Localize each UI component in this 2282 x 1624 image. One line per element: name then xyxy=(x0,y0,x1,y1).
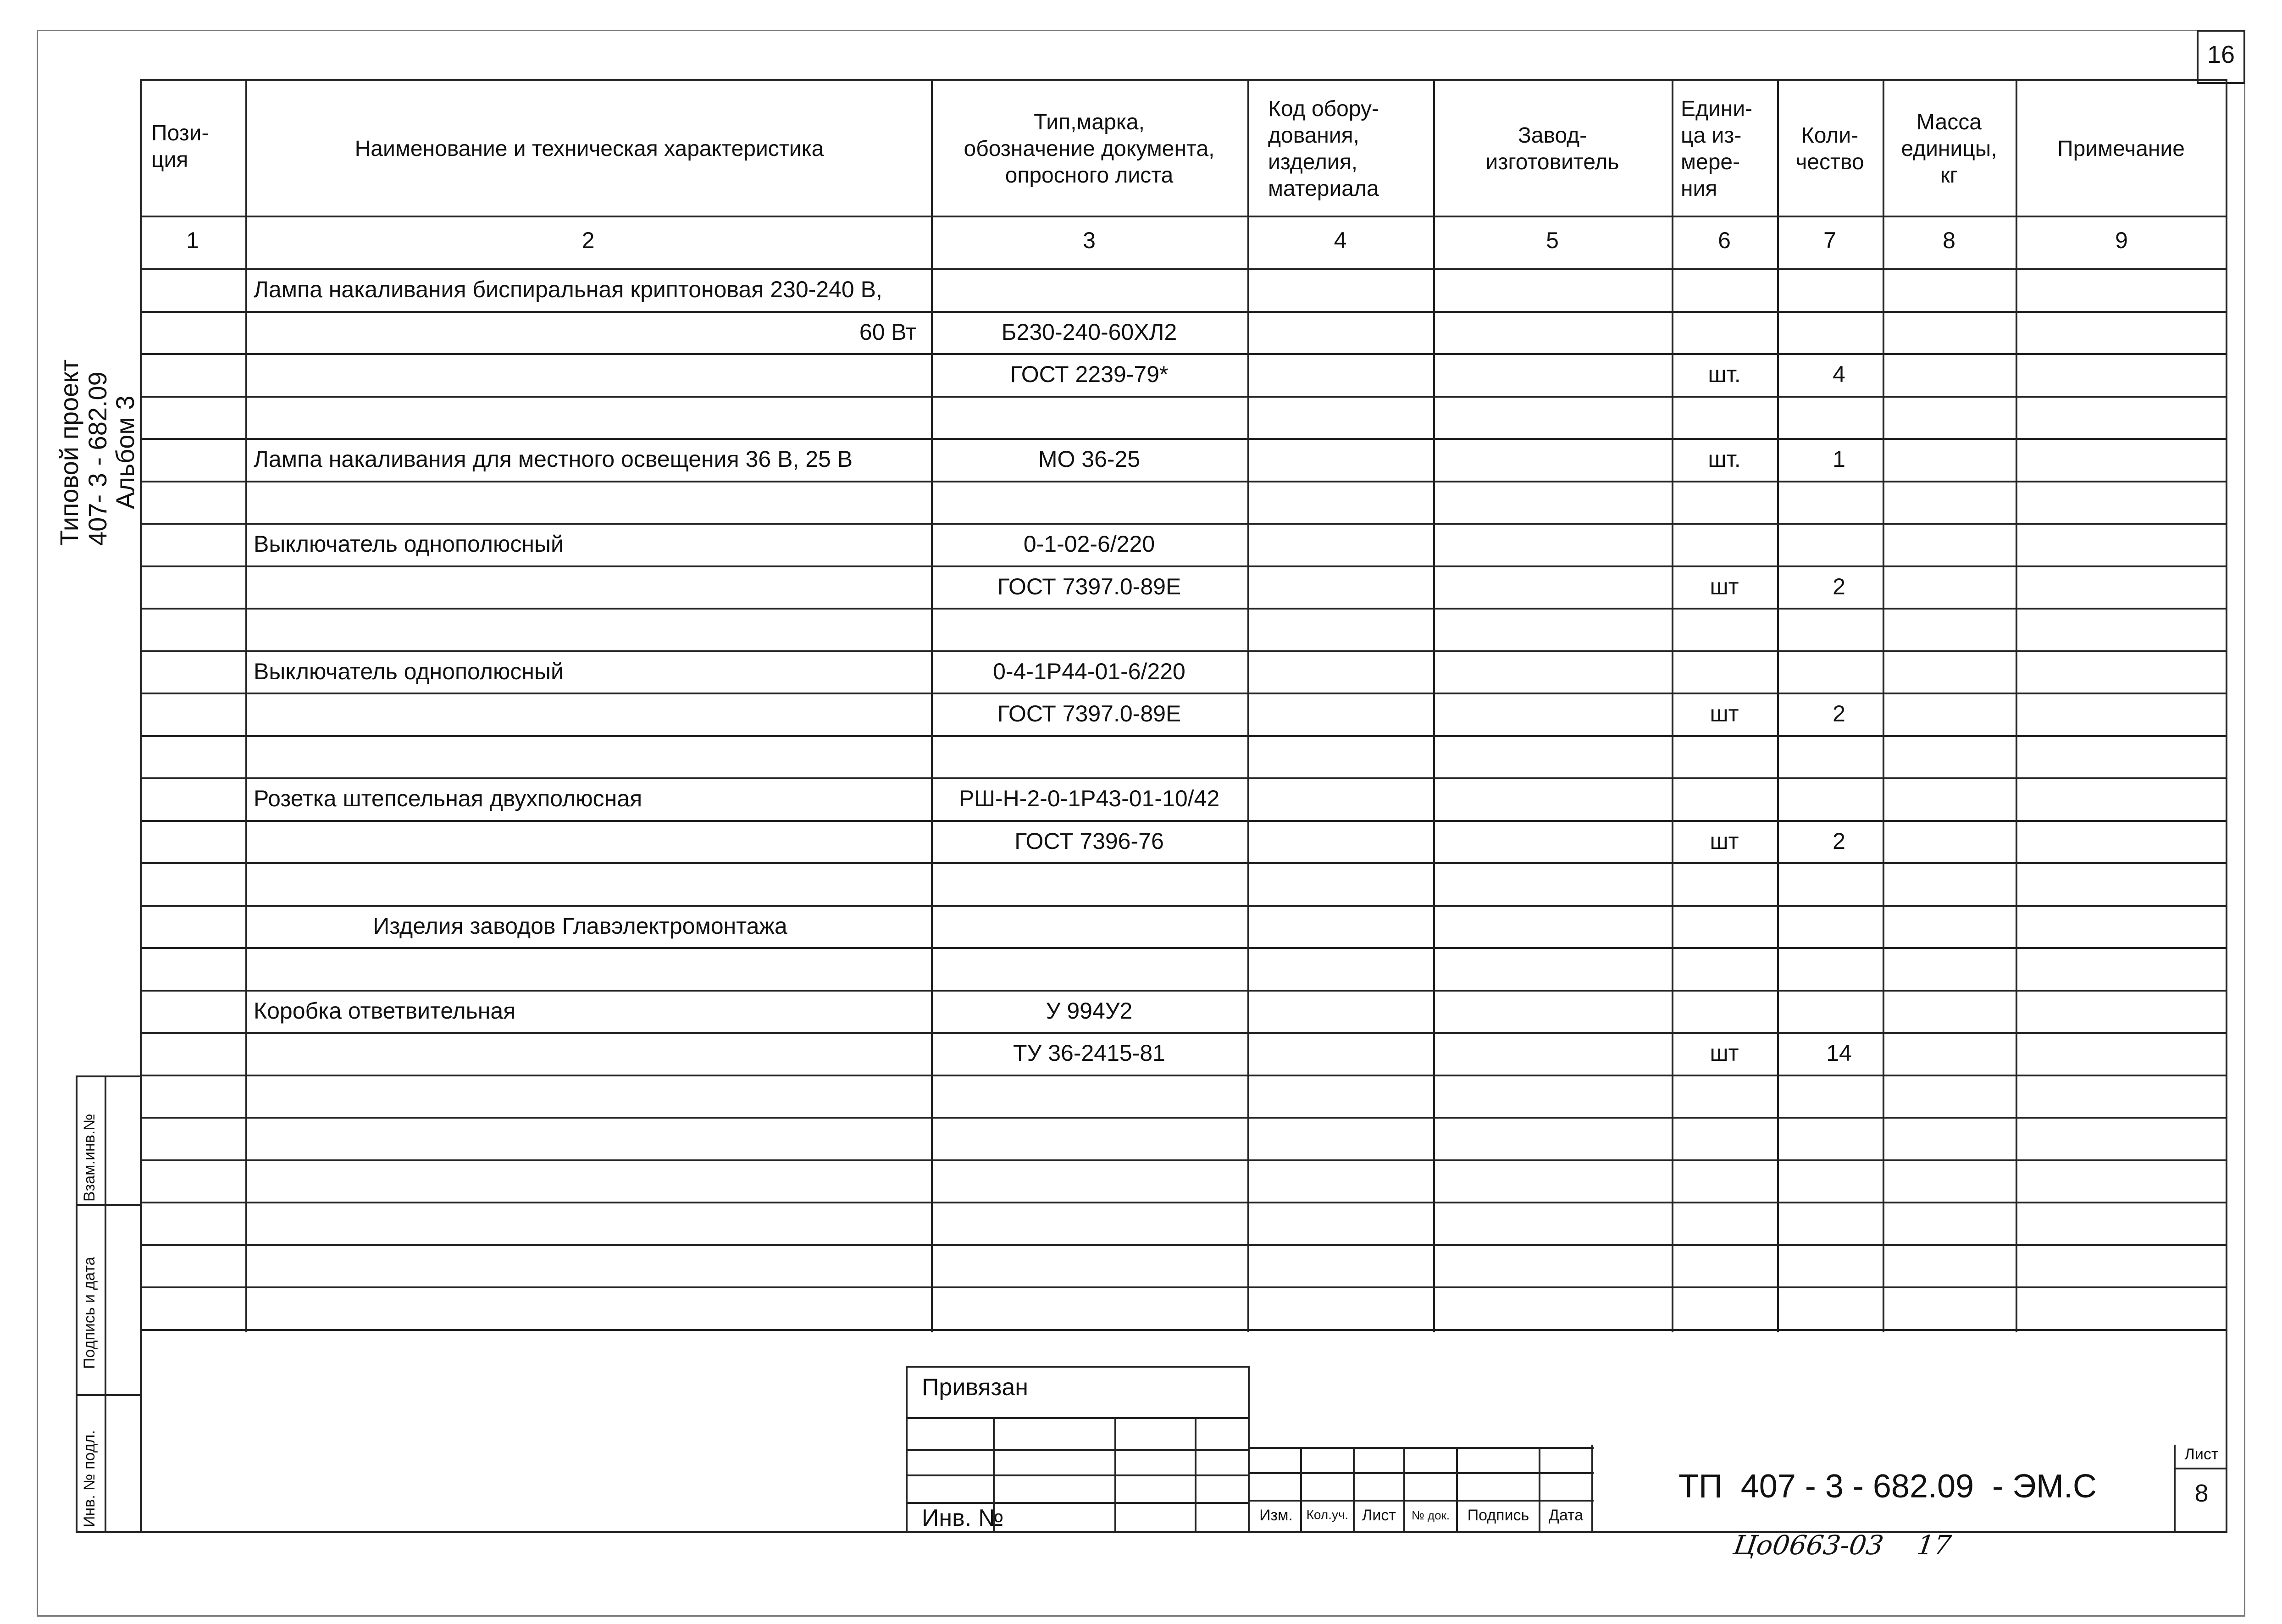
header-quantity: Коли- чество xyxy=(1795,123,1864,174)
row-type: 0-1-02-6/220 xyxy=(1023,531,1155,557)
side-title-line-2: 407- 3 - 682.09 xyxy=(83,371,112,546)
row-type: РШ-Н-2-0-1Р43-01-10/42 xyxy=(958,786,1220,811)
col-kol: Кол.уч. xyxy=(1306,1508,1349,1522)
row-type: У 994У2 xyxy=(1046,998,1133,1024)
col-date: Дата xyxy=(1548,1507,1584,1524)
row-unit: шт xyxy=(1710,701,1739,726)
row-divider xyxy=(140,905,2227,907)
col-izm: Изм. xyxy=(1259,1507,1293,1524)
row-divider xyxy=(140,1032,2227,1034)
stamp-inv-original: Инв. № подл. xyxy=(81,1430,98,1527)
row-divider xyxy=(140,353,2227,355)
row-divider xyxy=(140,777,2227,779)
row-type: ГОСТ 2239-79* xyxy=(1010,361,1169,387)
row-unit: шт. xyxy=(1708,361,1741,387)
row-type: ГОСТ 7397.0-89Е xyxy=(997,573,1181,599)
stamp-signature-date: Подпись и дата xyxy=(81,1257,98,1369)
column-number: 9 xyxy=(2115,227,2128,253)
row-quantity: 2 xyxy=(1833,573,1845,599)
header-type: Тип,марка, обозначение документа, опросного листа xyxy=(964,110,1215,188)
sheet-value: 8 xyxy=(2194,1480,2209,1507)
row-divider xyxy=(140,1202,2227,1203)
colnum-divider xyxy=(140,268,2227,270)
column-number: 3 xyxy=(1083,227,1096,253)
row-quantity: 2 xyxy=(1833,701,1845,726)
column-divider xyxy=(1247,79,1249,1332)
row-name: Розетка штепсельная двухполюсная xyxy=(254,786,643,811)
column-number: 8 xyxy=(1943,227,1955,253)
row-divider xyxy=(140,523,2227,525)
sheet-number: 16 xyxy=(2207,41,2235,68)
row-quantity: 14 xyxy=(1826,1040,1852,1066)
row-divider xyxy=(140,862,2227,864)
row-name: Коробка ответвительная xyxy=(254,998,516,1024)
col-signature: Подпись xyxy=(1467,1507,1529,1524)
row-name: Изделия заводов Главэлектромонтажа xyxy=(373,913,787,939)
row-divider xyxy=(140,990,2227,992)
row-name: 60 Вт xyxy=(859,319,916,345)
column-divider xyxy=(1777,79,1779,1332)
row-name: Лампа накаливания биспиральная криптоновая 230-240 В, xyxy=(254,277,882,302)
row-type: ТУ 36-2415-81 xyxy=(1013,1040,1165,1066)
side-title-line-3: Альбом 3 xyxy=(111,395,139,509)
row-divider xyxy=(140,311,2227,313)
header-code: Код обору- дования, изделия, материала xyxy=(1268,97,1379,201)
sheet-label: Лист xyxy=(2184,1446,2219,1463)
binding-label: Привязан xyxy=(922,1374,1029,1401)
row-divider xyxy=(140,396,2227,398)
row-type: ГОСТ 7396-76 xyxy=(1014,828,1164,854)
stamp-replace-inv: Взам.инв.№ xyxy=(81,1114,98,1202)
row-type: Б230-240-60ХЛ2 xyxy=(1001,319,1177,345)
row-divider xyxy=(140,1159,2227,1161)
row-divider xyxy=(140,1286,2227,1288)
row-divider xyxy=(140,820,2227,822)
row-divider xyxy=(140,650,2227,652)
row-unit: шт xyxy=(1710,573,1739,599)
row-name: Выключатель однополюсный xyxy=(254,658,564,684)
column-number: 7 xyxy=(1823,227,1836,253)
row-type: 0-4-1Р44-01-6/220 xyxy=(993,658,1185,684)
row-name: Выключатель однополюсный xyxy=(254,531,564,557)
row-divider xyxy=(140,565,2227,567)
row-quantity: 4 xyxy=(1833,361,1845,387)
row-unit: шт xyxy=(1710,1040,1739,1066)
header-name: Наименование и техническая характеристика xyxy=(354,137,824,161)
header-note: Примечание xyxy=(2057,137,2185,161)
column-number: 6 xyxy=(1718,227,1731,253)
inventory-label: Инв. № xyxy=(922,1505,1004,1531)
row-divider xyxy=(140,1329,2227,1331)
header-position: Пози- ция xyxy=(151,121,209,172)
col-ndok: № док. xyxy=(1411,1508,1450,1522)
column-number: 2 xyxy=(582,227,595,253)
column-divider xyxy=(1433,79,1435,1332)
header-mass: Масса единицы, кг xyxy=(1901,110,1997,188)
header-unit: Едини- ца из- мере- ния xyxy=(1681,97,1753,201)
row-name: Лампа накаливания для местного освещения 36 В, 25 В xyxy=(254,446,853,472)
row-type: МО 36-25 xyxy=(1038,446,1141,472)
header-divider xyxy=(140,216,2227,217)
column-number: 5 xyxy=(1546,227,1559,253)
row-divider xyxy=(140,438,2227,440)
row-type: ГОСТ 7397.0-89Е xyxy=(997,701,1181,726)
row-quantity: 1 xyxy=(1833,446,1845,472)
column-divider xyxy=(2016,79,2017,1332)
column-number: 4 xyxy=(1334,227,1347,253)
row-divider xyxy=(140,1075,2227,1076)
header-manufacturer: Завод- изготовитель xyxy=(1485,123,1619,174)
col-list: Лист xyxy=(1362,1507,1396,1524)
row-divider xyxy=(140,947,2227,949)
column-divider xyxy=(245,79,247,1332)
row-divider xyxy=(140,1117,2227,1119)
row-divider xyxy=(140,481,2227,482)
row-divider xyxy=(140,1244,2227,1246)
row-divider xyxy=(140,693,2227,694)
row-quantity: 2 xyxy=(1833,828,1845,854)
handwritten-archive-number: Цо0663-03 17 xyxy=(1731,1530,1953,1561)
row-unit: шт xyxy=(1710,828,1739,854)
row-divider xyxy=(140,735,2227,737)
row-divider xyxy=(140,608,2227,610)
side-title-line-1: Типовой проект xyxy=(55,359,83,546)
row-unit: шт. xyxy=(1708,446,1741,472)
column-number: 1 xyxy=(186,227,199,253)
document-code: ТП 407 - 3 - 682.09 - ЭМ.С xyxy=(1678,1468,2097,1505)
